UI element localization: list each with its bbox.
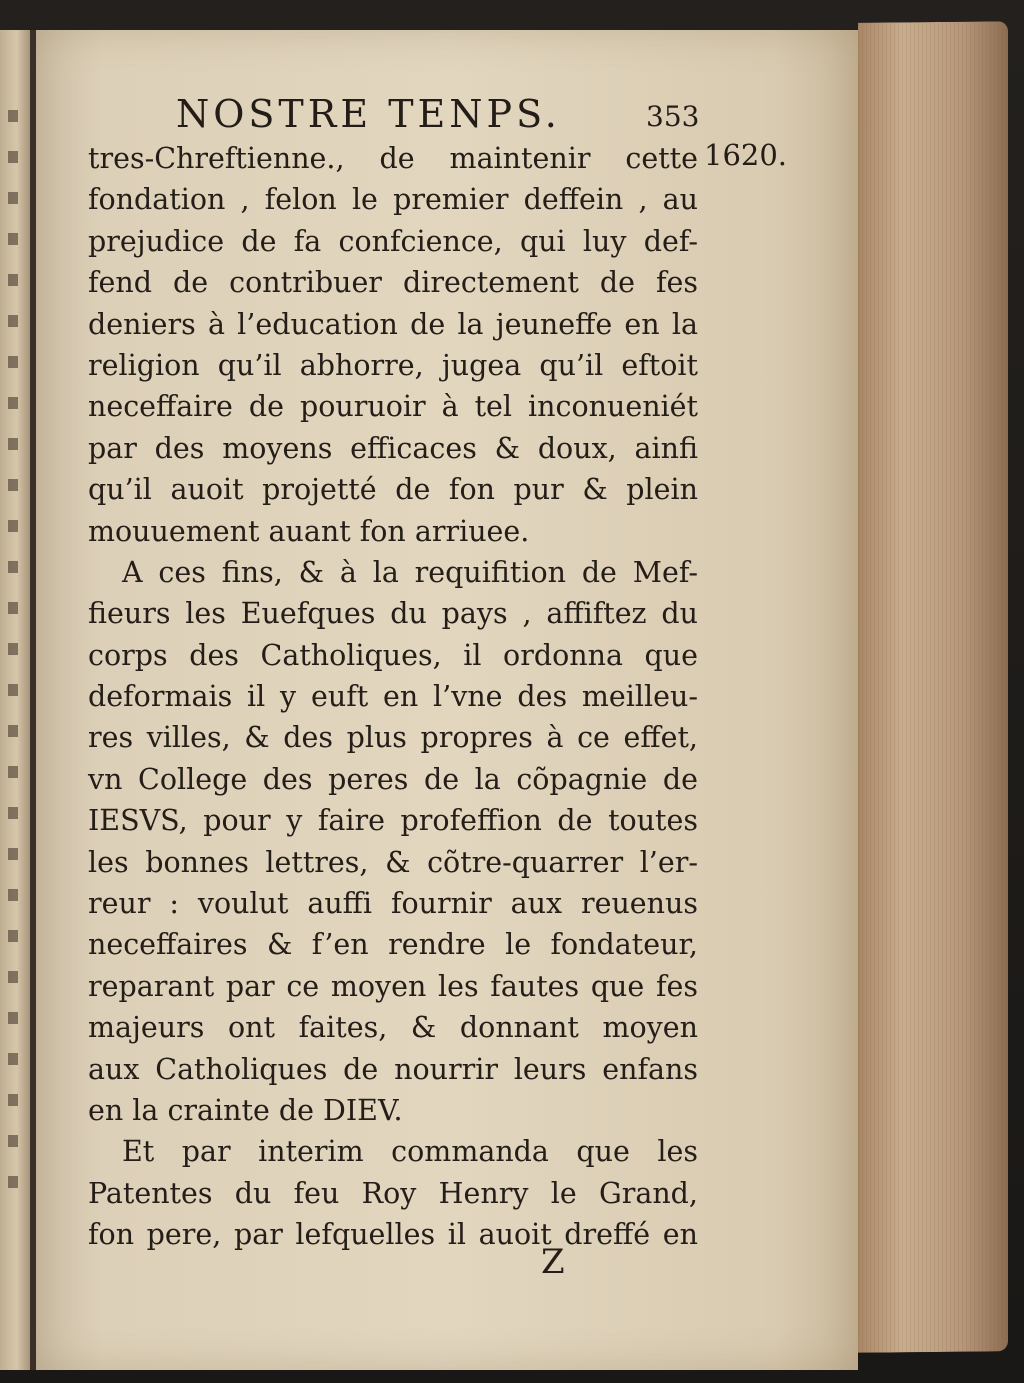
- text-line: reur : voulut auffi fournir aux reuenus: [88, 887, 698, 921]
- text-line: fon pere, par lefquelles il auoit dreffé en: [88, 1218, 698, 1252]
- text-line: A ces fins, & à la requifition de Mef-: [122, 555, 698, 589]
- text-line: IESVS, pour y faire profeffion de toutes: [88, 804, 698, 838]
- text-line: religion qu’il abhorre, jugea qu’il eftoit: [88, 348, 698, 382]
- text-line: en la crainte de DIEV.: [88, 1093, 403, 1127]
- text-line: Patentes du feu Roy Henry le Grand,: [88, 1176, 698, 1210]
- text-line: tres-Chreftienne., de maintenir cette: [88, 142, 698, 175]
- text-line: mouuement auant fon arriuee.: [88, 514, 530, 548]
- text-line: fend de contribuer directement de fes: [88, 266, 698, 300]
- text-line: aux Catholiques de nourrir leurs enfans: [88, 1052, 698, 1086]
- text-line: deformais il y euft en l’vne des meilleu-: [88, 680, 698, 714]
- text-line: reparant par ce moyen les fautes que fes: [88, 969, 698, 1003]
- text-line: vn College des peres de la cõpagnie de: [88, 762, 698, 796]
- book-page: [36, 30, 858, 1370]
- catchword: Z: [541, 1242, 565, 1282]
- text-line: les bonnes lettres, & cõtre-quarrer l’er-: [88, 845, 698, 879]
- text-line: Et par interim commanda que les: [122, 1135, 698, 1169]
- text-line: par des moyens efficaces & doux, ainfi: [88, 431, 698, 465]
- book-fore-edge: [858, 21, 1008, 1353]
- running-head: NOSTRE TENPS.: [176, 92, 561, 136]
- body-text: [88, 138, 698, 1256]
- text-line: fieurs les Euefques du pays , affiftez du: [88, 597, 698, 631]
- text-line: deniers à l’education de la jeuneffe en la: [88, 307, 698, 341]
- show-through-marks: [8, 110, 18, 1210]
- text-line: prejudice de fa confcience, qui luy def-: [88, 224, 698, 258]
- text-line: neceffaires & f’en rendre le fondateur,: [88, 928, 698, 962]
- margin-year-note: 1620.: [704, 138, 788, 172]
- text-line: majeurs ont faites, & donnant moyen: [88, 1011, 698, 1045]
- text-line: neceffaire de pouruoir à tel inconueniét: [88, 390, 698, 424]
- page-number: 353: [646, 100, 700, 133]
- page-header: [176, 92, 700, 136]
- text-line: fondation , felon le premier deffein , au: [88, 183, 698, 217]
- text-line: res villes, & des plus propres à ce effet,: [88, 721, 698, 755]
- text-line: qu’il auoit projetté de fon pur & plein: [88, 473, 698, 507]
- text-line: corps des Catholiques, il ordonna que: [88, 638, 698, 672]
